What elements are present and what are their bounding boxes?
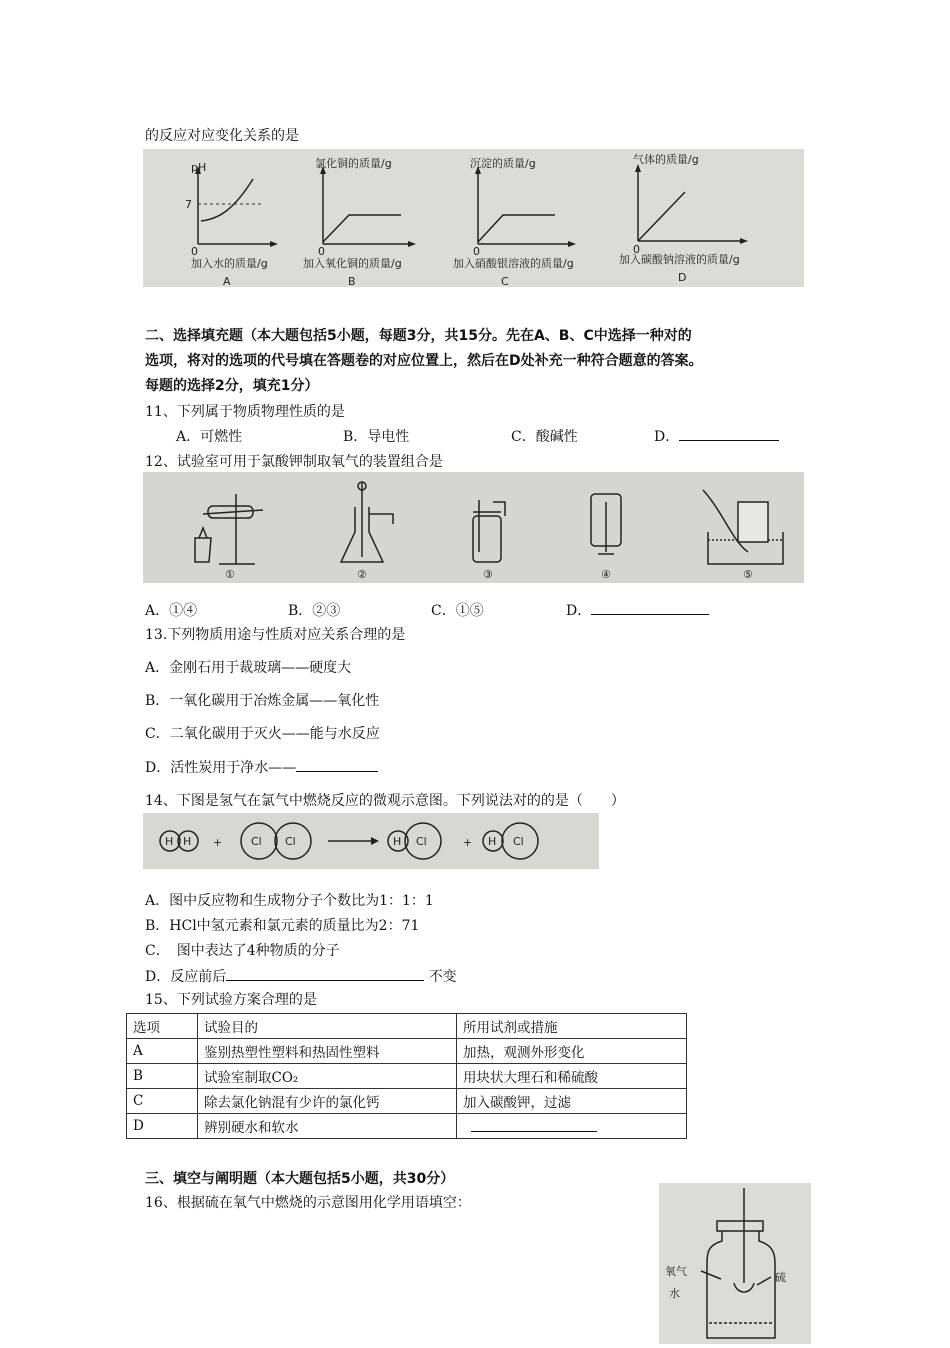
apparatus-3-label: ③ [483,568,493,581]
question-14-answer-blank[interactable] [226,966,424,981]
question-14-option-d-tail: 不变 [428,969,457,985]
row-d-purpose: 辨别硬水和软水 [198,1114,457,1139]
table-header-row [127,1014,687,1039]
graph-d-ylabel: 气体的质量/g [633,153,699,166]
question-11-option-a: A．可燃性 [176,429,243,445]
question-11-option-c: C．酸碱性 [511,429,578,445]
section-2-heading-line-1: 二、选择填充题（本大题包括5小题，每题3分，共15分。先在A、B、C中选择一种对的 [145,328,692,344]
graph-b-origin: 0 [318,245,325,258]
graph-b-xlabel: 加入氧化铜的质量/g [303,257,402,270]
question-13-answer-blank[interactable] [296,757,378,772]
graph-c-ylabel: 沉淀的质量/g [470,157,536,170]
row-c-purpose: 除去氯化钠混有少许的氯化钙 [198,1089,457,1114]
label-sulfur: 硫 [775,1271,786,1284]
reaction-arrow [328,837,379,845]
question-14-stem: 14、下图是氢气在氯气中燃烧反应的微观示意图。下列说法对的的是（ ） [145,793,625,809]
question-16-stem: 16、根据硫在氧气中燃烧的示意图用化学用语填空： [145,1195,471,1211]
h2-atom-2: H [183,835,192,848]
question-13-stem: 13.下列物质用途与性质对应关系合理的是 [145,627,406,643]
apparatus-4-label: ④ [601,568,611,581]
graph-strip-image [143,149,804,287]
table-row [127,1039,687,1064]
hcl1-h-atom: H [393,835,402,848]
apparatus-1-label: ① [225,568,235,581]
row-a-purpose: 鉴别热塑性塑料和热固性塑料 [198,1039,457,1064]
row-b-purpose: 试验室制取CO₂ [198,1064,457,1089]
sulfur-combustion-image [659,1183,811,1344]
row-c-option: C [127,1089,198,1114]
row-d-option: D [127,1114,198,1139]
question-11-option-b: B．导电性 [343,429,410,445]
hcl2-h-atom: H [488,835,497,848]
header-option: 选项 [127,1014,198,1039]
question-13-option-d-label: D．活性炭用于净水—— [145,760,297,776]
question-14-option-d-label: D．反应前后 [145,969,227,985]
cl2-atom-2: Cl [285,835,296,848]
apparatus-1 [195,494,263,564]
header-method: 所用试剂或措施 [457,1014,687,1039]
graph-b-ylabel: 氯化铜的质量/g [315,157,392,170]
question-13-option-c: C．二氧化碳用于灭火——能与水反应 [145,726,380,742]
question-12-option-b: B．②③ [288,603,341,619]
graph-c-letter: C [501,275,509,287]
question-13-option-b: B．一氧化碳用于冶炼金属——氧化性 [145,693,380,709]
molecule-diagram-image [143,813,599,869]
graph-b-letter: B [348,275,356,287]
graph-a-origin: 0 [191,245,198,258]
apparatus-2 [341,482,393,562]
question-11-stem: 11、下列属于物质物理性质的是 [145,404,345,420]
table-row [127,1114,687,1139]
question-12-stem: 12、试验室可用于氯酸钾制取氧气的装置组合是 [145,454,443,470]
row-a-option: A [127,1039,198,1064]
graph-b [303,156,416,287]
question-11-option-d [654,426,779,446]
hcl1-cl-atom: Cl [416,835,427,848]
row-d-method [457,1114,687,1139]
graph-c-xlabel: 加入硝酸银溶液的质量/g [453,257,574,270]
graph-d-origin: 0 [633,243,640,256]
header-purpose: 试验目的 [198,1014,457,1039]
question-14-option-b: B．HCl中氢元素和氯元素的质量比为2：71 [145,918,420,934]
plus-sign-1: + [213,836,223,849]
question-12-option-a: A．①④ [145,603,198,619]
graph-d-letter: D [678,271,687,284]
question-15-stem: 15、下列试验方案合理的是 [145,992,317,1008]
row-b-method: 用块状大理石和稀硫酸 [457,1064,687,1089]
jar-drawing [701,1188,775,1338]
section-2-heading-line-3: 每题的选择2分，填充1分） [145,378,319,394]
section-2-heading-line-2: 选项，将对的选项的代号填在答题卷的对应位置上，然后在D处补充一种符合题意的答案。 [145,353,703,369]
apparatus-strip-image [143,472,804,583]
question-12-option-c: C．①⑤ [431,603,484,619]
h2-atom-1: H [165,835,174,848]
graph-d-xlabel: 加入碳酸钠溶液的质量/g [619,253,740,266]
label-water: 水 [669,1287,680,1300]
graph-a-tick-7: 7 [185,198,192,211]
row-a-method: 加热，观测外形变化 [457,1039,687,1064]
hcl2-cl-atom: Cl [513,835,524,848]
apparatus-5-label: ⑤ [743,568,753,581]
question-12-option-d [566,600,709,620]
graph-d [619,152,748,284]
label-oxygen: 氧气 [665,1265,687,1278]
question-14-option-a: A．图中反应物和生成物分子个数比为1：1：1 [145,893,434,909]
row-c-method: 加入碳酸钾，过滤 [457,1089,687,1114]
question-12-option-d-label: D． [566,603,592,619]
graph-c-origin: 0 [473,245,480,258]
apparatus-3 [473,500,505,562]
row-b-option: B [127,1064,198,1089]
graph-a-ylabel: pH [191,161,207,174]
experiment-table [126,1013,687,1139]
question-13-option-a: A．金刚石用于裁玻璃——硬度大 [145,660,352,676]
apparatus-4 [591,494,621,554]
question-14-option-c: C． 图中表达了4种物质的分子 [145,943,340,959]
table-row [127,1089,687,1114]
graph-a [185,161,278,287]
question-12-answer-blank[interactable] [591,600,709,615]
question-13-option-d [145,757,378,778]
section-3-heading: 三、填空与阐明题（本大题包括5小题，共30分） [145,1171,455,1187]
graph-c [453,156,576,287]
question-15-answer-blank[interactable] [471,1117,597,1132]
graph-a-letter: A [223,275,231,287]
question-14-option-d [145,966,457,987]
plus-sign-2: + [463,836,473,849]
question-11-option-d-label: D． [654,429,680,445]
apparatus-5 [703,490,783,564]
question-10-tail: 的反应对应变化关系的是 [145,128,299,144]
cl2-atom-1: Cl [251,835,262,848]
graph-a-xlabel: 加入水的质量/g [191,257,268,270]
table-row [127,1064,687,1089]
apparatus-2-label: ② [357,568,367,581]
question-11-answer-blank[interactable] [679,426,779,441]
